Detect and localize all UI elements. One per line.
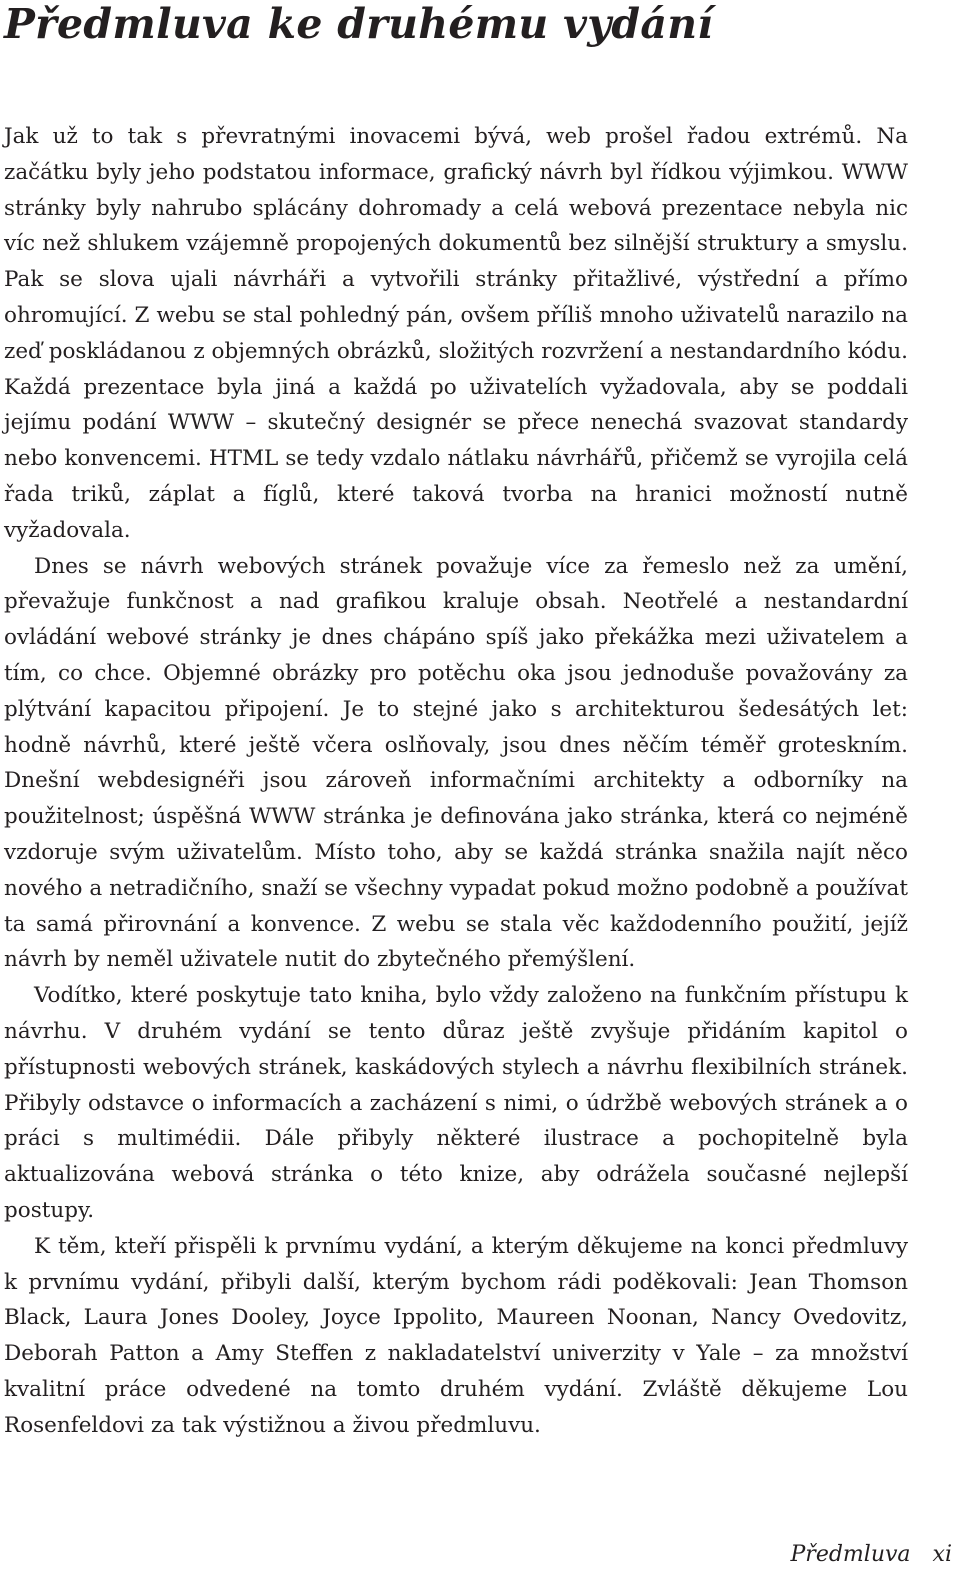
page-title: Předmluva ke druhému vydání bbox=[4, 0, 714, 48]
paragraph-2: Dnes se návrh webových stránek považuje více za řemeslo než za umění, převažuje funkčnost a nad grafikou kraluje obsah. Neotřelé a nestandardní ovládání webové stránky je dnes chápáno spíš jako překážka mezi uživatelem a tím, co chce. Objemné obrázky pro potěchu oka jsou jednoduše považovány za plýtvání kapacitou připojení. Je to stejné jako s architekturou šedesátých let: hodně návrhů, které ještě včera oslňovaly, jsou dnes něčím téměř groteskním. Dnešní webdesignéři jsou zároveň informačními architekty a odborníky na použitelnost; úspěšná WWW stránka je definována jako stránka, která co nejméně vzdoruje svým uživatelům. Místo toho, aby se každá stránka snažila najít něco nového a netradičního, snaží se všechny vypadat pokud možno podobně a používat ta samá přirovnání a konvence. Z webu se stala věc každodenního použití, jejíž návrh by neměl uživatele nutit do zbytečného přemýšlení. bbox=[4, 553, 908, 973]
page-footer bbox=[791, 1540, 953, 1570]
paragraph-3: Vodítko, které poskytuje tato kniha, bylo vždy založeno na funkčním přístupu k návrhu. V druhém vydání se tento důraz ještě zvyšuje přidáním kapitol o přístupnosti webových stránek, kaskádových stylech a návrhu flexibilních stránek. Přibyly odstavce o informacích a zacházení s nimi, o údržbě webových stránek a o práci s multimédii. Dále přibyly některé ilustrace a pochopitelně byla aktualizována webová stránka o této knize, aby odrážela současné nejlepší postupy. bbox=[4, 983, 908, 1223]
page-number: xi bbox=[932, 1542, 952, 1567]
running-footer-section: Předmluva bbox=[790, 1542, 911, 1567]
paragraph-1: Jak už to tak s převratnými inovacemi bývá, web prošel řadou extrémů. Na začátku byly jeho podstatou informace, grafický návrh byl řídkou výjimkou. WWW stránky byly nahrubo splácány dohromady a celá webová prezentace nebyla nic víc než shlukem vzájemně propojených dokumentů bez silnější struktury a smyslu. Pak se slova ujali návrháři a vytvořili stránky přitažlivé, výstřední a přímo ohromující. Z webu se stal pohledný pán, ovšem příliš mnoho uživatelů narazilo na zeď poskládanou z objemných obrázků, složitých rozvržení a nestandardního kódu. Každá prezentace byla jiná a každá po uživatelích vyžadovala, aby se poddali jejímu podání WWW – skutečný designér se přece nenechá svazovat standardy nebo konvencemi. HTML se tedy vzdalo nátlaku návrhářů, přičemž se vyrojila celá řada triků, záplat a fíglů, které taková tvorba na hranici možností nutně vyžadovala. bbox=[4, 124, 908, 543]
body-text bbox=[4, 119, 908, 1443]
paragraph-4: K těm, kteří přispěli k prvnímu vydání, a kterým děkujeme na konci předmluvy k prvnímu vydání, přibyli další, kterým bychom rádi poděkovali: Jean Thomson Black, Laura Jones Dooley, Joyce Ippolito, Maureen Noonan, Nancy Ovedovitz, Deborah Patton a Amy Steffen z nakladatelství univerzity v Yale – za množství kvalitní práce odvedené na tomto druhém vydání. Zvláště děkujeme Lou Rosenfeldovi za tak výstižnou a živou předmluvu. bbox=[4, 1233, 908, 1438]
